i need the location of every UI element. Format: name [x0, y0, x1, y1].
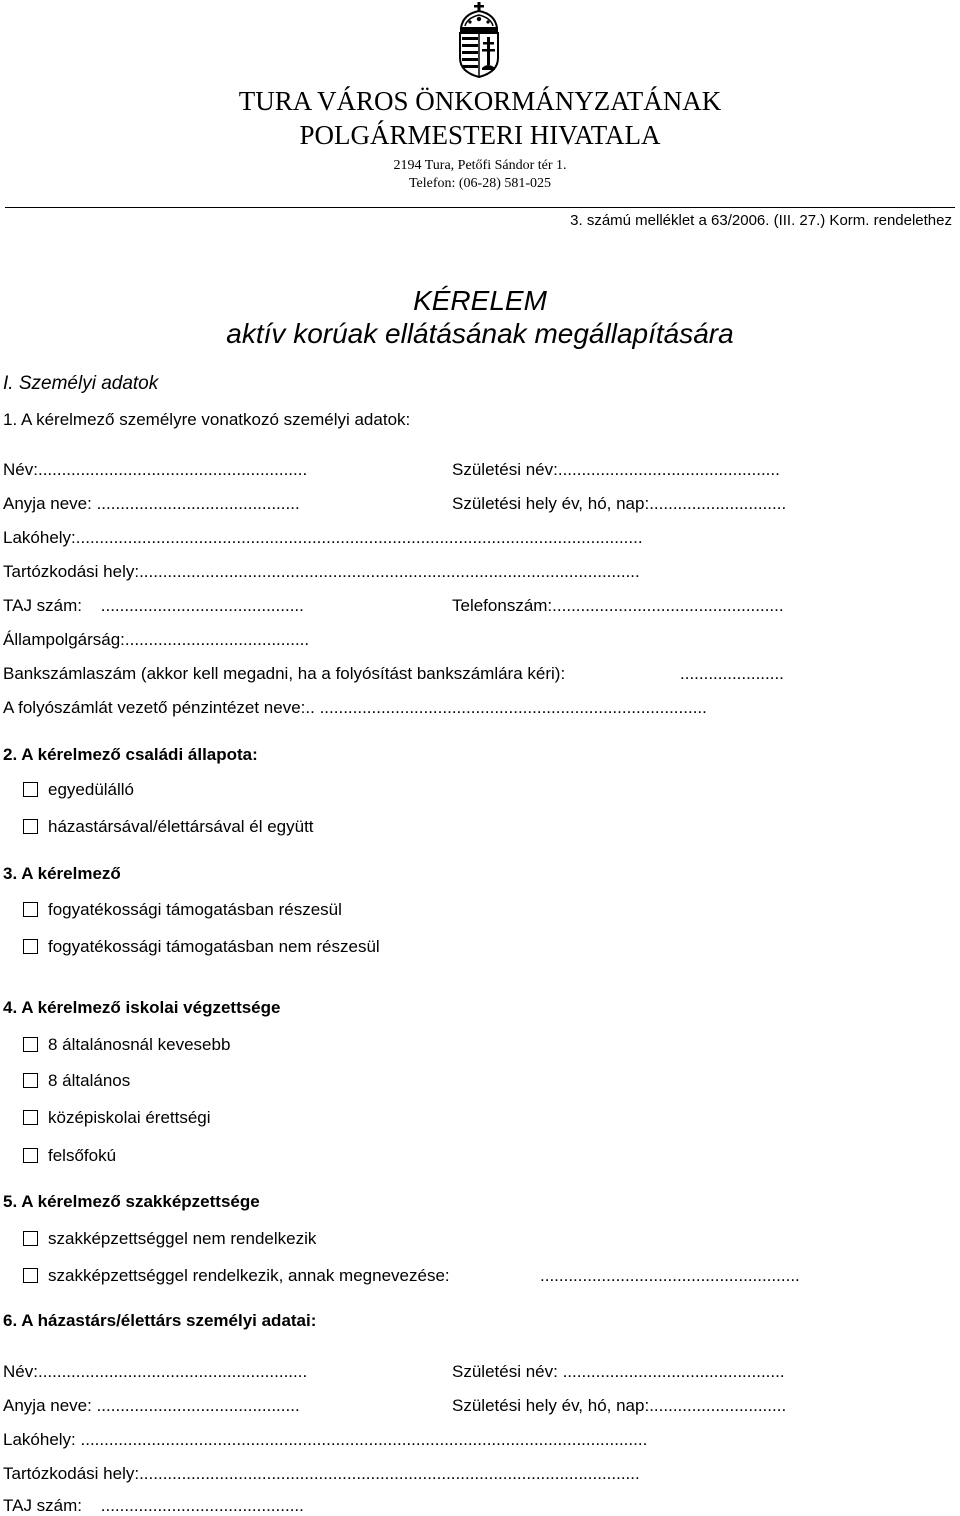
- option-education-8-label: 8 általános: [48, 1071, 131, 1090]
- annex-reference: 3. számú melléklet a 63/2006. (III. 27.) Korm. rendelethez: [570, 212, 952, 229]
- section-2-heading: 2. A kérelmező családi állapota:: [3, 745, 258, 764]
- form-title: KÉRELEM: [413, 285, 547, 316]
- header-divider: [5, 207, 955, 208]
- checkbox-education-higher[interactable]: [23, 1148, 38, 1163]
- option-no-qualification-label: szakképzettséggel nem rendelkezik: [48, 1229, 317, 1248]
- option-education-secondary-label: középiskolai érettségi: [48, 1108, 211, 1127]
- option-education-below-8-label: 8 általánosnál kevesebb: [48, 1035, 231, 1054]
- section-4-heading: 4. A kérelmező iskolai végzettsége: [3, 998, 281, 1017]
- office-name-line1: TURA VÁROS ÖNKORMÁNYZATÁNAK: [238, 86, 722, 116]
- checkbox-has-qualification[interactable]: [23, 1268, 38, 1283]
- birth-place-date-field[interactable]: Születési hely év, hó, nap:.............................: [452, 494, 787, 513]
- checkbox-living-with-partner[interactable]: [23, 819, 38, 834]
- office-phone: Telefon: (06-28) 581-025: [408, 176, 552, 191]
- option-education-higher-label: felsőfokú: [48, 1146, 117, 1165]
- form-subtitle: aktív korúak ellátásának megállapítására: [226, 318, 734, 349]
- spouse-residence-field[interactable]: Lakóhely: ........................................................................................................................: [3, 1430, 648, 1449]
- option-living-with-partner-label: házastársával/élettársával él együtt: [48, 817, 314, 836]
- name-field[interactable]: Név:.........................................................: [3, 460, 308, 479]
- section-1-heading: 1. A kérelmező személyre vonatkozó személyi adatok:: [3, 410, 411, 429]
- mother-name-field[interactable]: Anyja neve: ...........................................: [3, 494, 300, 513]
- spouse-birth-name-field[interactable]: Születési név: ...............................................: [452, 1362, 785, 1381]
- spouse-mother-name-field[interactable]: Anyja neve: ...........................................: [3, 1396, 300, 1415]
- checkbox-disability-support-no[interactable]: [23, 939, 38, 954]
- stay-address-field[interactable]: Tartózkodási hely:..........................................................................................................: [3, 562, 640, 581]
- spouse-birth-place-date-field[interactable]: Születési hely év, hó, nap:.............................: [452, 1396, 787, 1415]
- office-address: 2194 Tura, Petőfi Sándor tér 1.: [393, 158, 567, 173]
- checkbox-no-qualification[interactable]: [23, 1231, 38, 1246]
- bank-account-label: Bankszámlaszám (akkor kell megadni, ha a folyósítást bankszámlára kéri):: [3, 664, 566, 683]
- checkbox-disability-support-yes[interactable]: [23, 902, 38, 917]
- phone-number-field[interactable]: Telefonszám:.................................................: [452, 596, 784, 615]
- office-name-line2: POLGÁRMESTERI HIVATALA: [299, 120, 661, 150]
- option-single-label: egyedülálló: [48, 780, 135, 799]
- spouse-stay-address-field[interactable]: Tartózkodási hely:..........................................................................................................: [3, 1464, 640, 1483]
- option-disability-support-yes-label: fogyatékossági támogatásban részesül: [48, 900, 342, 919]
- checkbox-education-8[interactable]: [23, 1073, 38, 1088]
- spouse-name-field[interactable]: Név:.........................................................: [3, 1362, 308, 1381]
- residence-field[interactable]: Lakóhely:........................................................................................................................: [3, 528, 643, 547]
- birth-name-field[interactable]: Születési név:...............................................: [452, 460, 780, 479]
- option-disability-support-no-label: fogyatékossági támogatásban nem részesül: [48, 937, 380, 956]
- hungarian-coat-of-arms-logo: [455, 2, 503, 78]
- taj-number-field[interactable]: TAJ szám: ...........................................: [3, 596, 304, 615]
- section-6-heading: 6. A házastárs/élettárs személyi adatai:: [3, 1311, 317, 1330]
- qualification-name-field[interactable]: .......................................................: [540, 1266, 800, 1285]
- section-3-heading: 3. A kérelmező: [3, 864, 121, 883]
- part-personal-data-heading: I. Személyi adatok: [3, 373, 159, 394]
- option-has-qualification-label: szakképzettséggel rendelkezik, annak megnevezése:: [48, 1266, 450, 1285]
- checkbox-education-below-8[interactable]: [23, 1037, 38, 1052]
- checkbox-single[interactable]: [23, 782, 38, 797]
- bank-name-field[interactable]: A folyószámlát vezető pénzintézet neve:.. ..................................................................................: [3, 698, 707, 717]
- spouse-taj-number-field[interactable]: TAJ szám: ...........................................: [3, 1496, 304, 1515]
- section-5-heading: 5. A kérelmező szakképzettsége: [3, 1192, 260, 1211]
- bank-account-field[interactable]: ......................: [680, 664, 784, 683]
- checkbox-education-secondary[interactable]: [23, 1110, 38, 1125]
- citizenship-field[interactable]: Állampolgárság:.......................................: [3, 630, 310, 649]
